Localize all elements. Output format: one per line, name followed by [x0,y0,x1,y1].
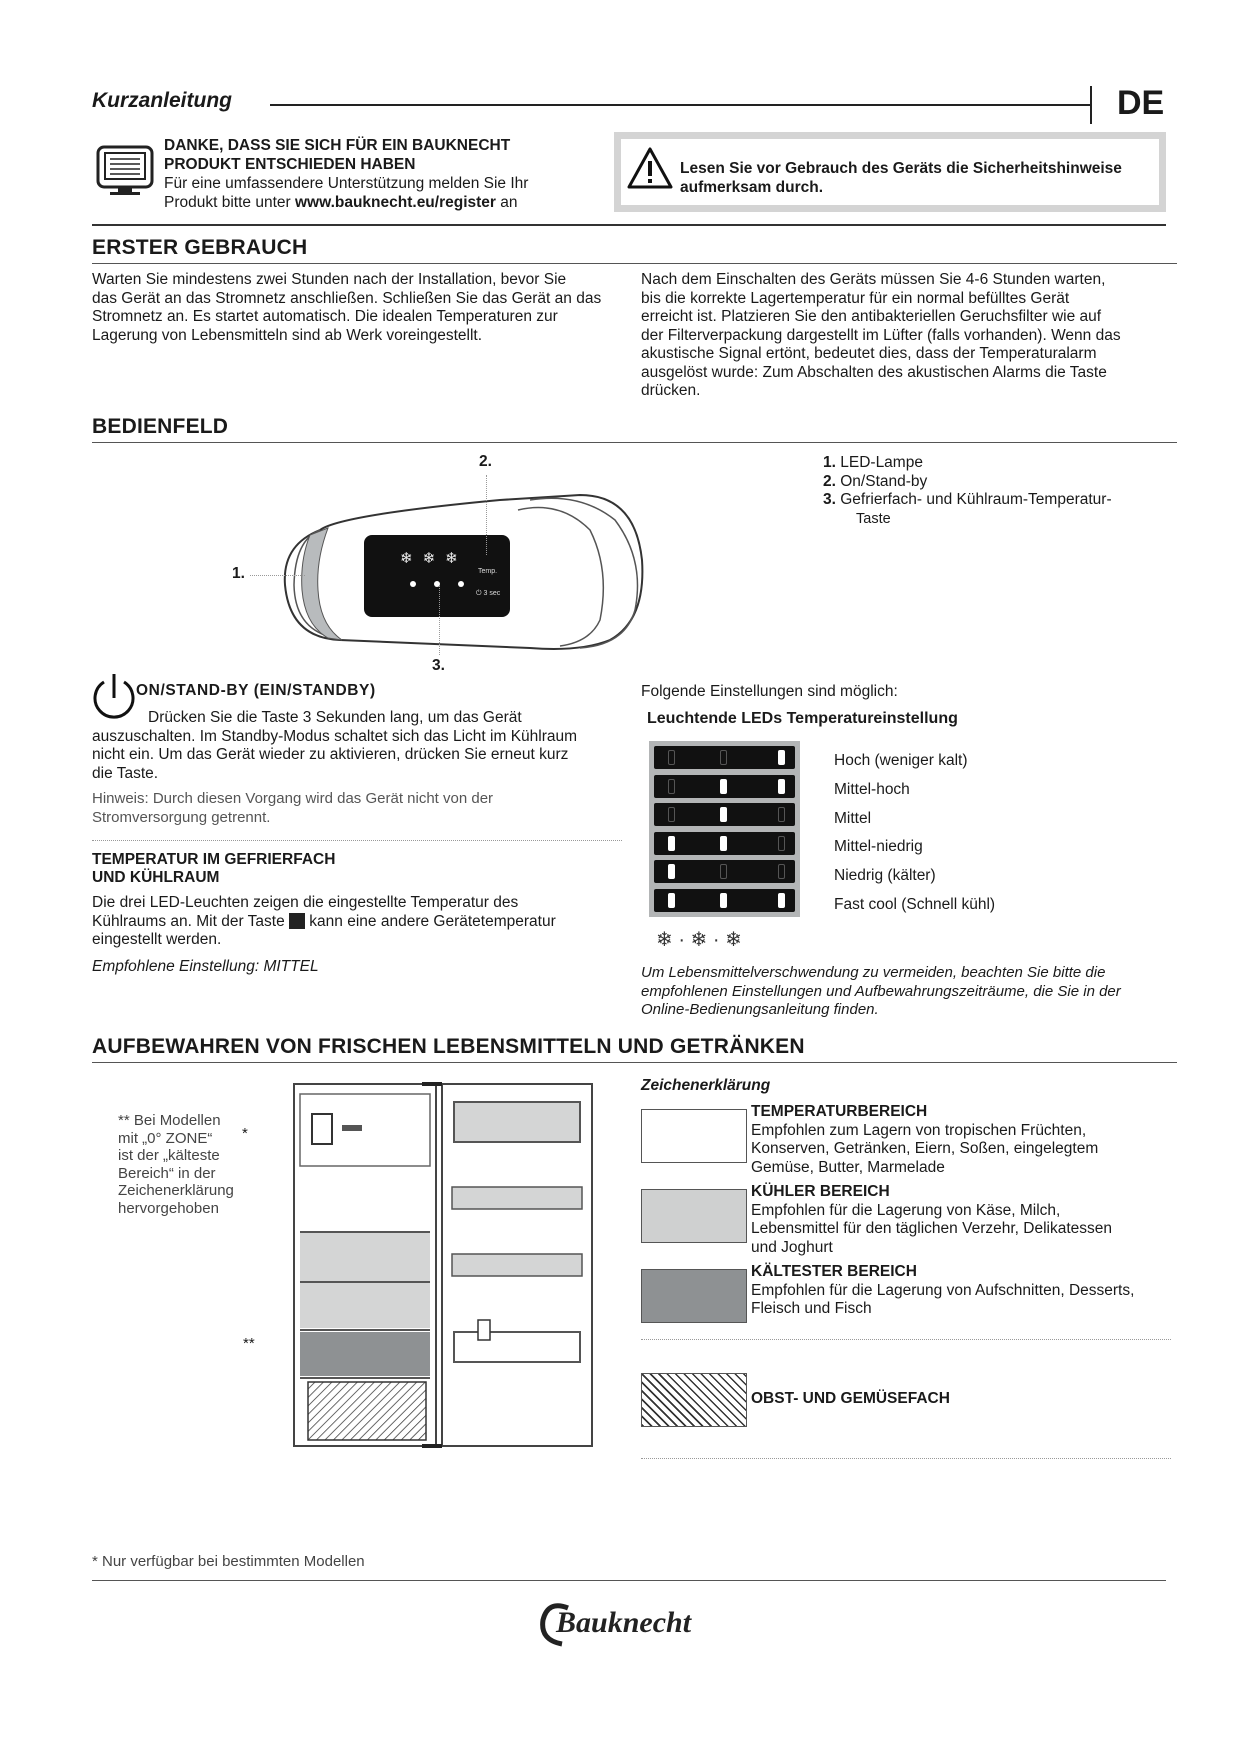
legend-separator [641,1458,1171,1459]
zone-line: Empfohlen für die Lagerung von Aufschnitten, Desserts, [751,1281,1135,1299]
panel-legend [823,454,1112,528]
led-off [778,836,785,851]
panel-legend-item [823,491,1112,510]
temp-button-icon [289,913,305,929]
thanks-line-1: DANKE, DASS SIE SICH FÜR EIN BAUKNECHT [164,137,511,154]
warning-line-1: Lesen Sie vor Gebrauch des Geräts die Sicherheitshinweise [680,160,1122,177]
led-on [668,836,675,851]
led-row [654,889,795,912]
first-use-left-line: Stromnetz an. Es startet automatisch. Die idealen Temperaturen zur [92,308,558,325]
temperature-line: Die drei LED-Leuchten zeigen die eingestellte Temperatur des [92,894,519,911]
thanks-line-4-pre: Produkt bitte unter [164,194,295,211]
first-use-right-line: ausgelöst wurde: Zum Abschalten des akustischen Alarms die Taste [641,363,1107,381]
section-separator [92,840,622,841]
first-use-left-text [92,271,632,345]
safety-warning-box [614,132,1166,212]
header-rule-tick [1090,86,1092,124]
led-off [668,807,675,822]
side-note-line: mit „0° ZONE“ [118,1129,213,1147]
side-note-line: Bereich“ in der [118,1164,216,1182]
coldest-zone-text [751,1263,1134,1319]
temperature-line-post: kann eine andere Gerätetemperatur [305,912,556,930]
led-table [649,741,800,917]
side-note-line: hervorgehoben [118,1199,219,1217]
first-use-right-line: drücken. [641,382,701,399]
control-panel-heading: BEDIENFELD [92,415,229,438]
led-row [654,803,795,826]
onstandby-line: die Taste. [92,764,159,782]
setting-label: Mittel [834,809,872,827]
first-use-left-line: Warten Sie mindestens zwei Stunden nach der Installation, bevor Sie [92,271,567,288]
zone-title: KÜHLER BEREICH [751,1183,890,1200]
temperature-zone-text [751,1103,1098,1177]
led-off [720,864,727,879]
standby-hold-label: 3 sec [483,590,501,597]
temperature-heading [92,851,335,887]
first-use-rule [92,263,1177,264]
led-on [720,807,727,822]
storage-heading: AUFBEWAHREN VON FRISCHEN LEBENSMITTELN UND GETRÄNKEN [92,1035,805,1058]
led-on [668,893,675,908]
panel-legend-item [823,473,1112,492]
led-row [654,832,795,855]
first-use-right-line: akustische Signal ertönt, bedeutet dies, dass der Temperaturalarm [641,345,1097,362]
setting-label: Mittel-niedrig [834,838,923,856]
legend-num: 2. [823,472,836,490]
warning-icon [626,146,674,195]
setting-label: Niedrig (kälter) [834,867,936,885]
double-star-marker: ** [243,1335,255,1352]
led-off [668,779,675,794]
setting-label: Fast cool (Schnell kühl) [834,895,996,913]
side-note-line: ist der „kälteste [118,1147,220,1164]
callout-line-2 [486,475,487,555]
onstandby-line: nicht ein. Um das Gerät wieder zu aktivieren, drücken Sie erneut kurz [92,746,569,763]
callout-2: 2. [479,453,492,470]
footnote: * Nur verfügbar bei bestimmten Modellen [92,1553,365,1570]
register-link[interactable]: www.bauknecht.eu/register [294,194,496,211]
panel-snowflake-icons: ❄❄❄ [400,550,468,567]
zone-line: Konserven, Getränken, Eiern, Soßen, eingelegtem [751,1140,1099,1157]
first-use-right-text [641,271,1181,401]
language-code: DE [1117,84,1165,122]
temperature-line-pre: Kühlraums an. Mit der Taste [92,912,289,930]
monitor-icon [96,145,154,202]
led-row [654,746,795,769]
cool-zone-swatch [641,1189,747,1243]
zone-title: TEMPERATURBEREICH [751,1103,928,1120]
first-use-right-line: der Filterverpackung dargestellt im Lüfter (falls vorhanden). Wenn das [641,326,1121,344]
callout-line-3 [439,585,440,655]
onstandby-heading: ON/STAND-BY (EIN/STANDBY) [136,682,376,699]
onstandby-text [92,709,622,783]
led-on [668,864,675,879]
panel-legend-item [823,454,1112,473]
onstandby-line: Drücken Sie die Taste 3 Sekunden lang, um das Gerät [148,709,522,726]
onstandby-line: auszuschalten. Im Standby-Modus schaltet sich das Licht im Kühlraum [92,727,578,745]
legend-text: LED-Lampe [840,454,923,471]
led-off [668,750,675,765]
side-note-line: ** Bei Modellen [118,1112,221,1129]
settings-note-line: Online-Bedienungsanleitung finden. [641,1001,879,1018]
onstandby-note [92,790,493,827]
panel-legend-cont: Taste [856,510,891,527]
temperature-heading-line-2: UND KÜHLRAUM [92,869,220,886]
bauknecht-logo [538,1600,724,1650]
zone-line: Lebensmittel für den täglichen Verzehr, Delikatessen [751,1220,1113,1237]
settings-intro: Folgende Einstellungen sind möglich: [641,683,898,700]
led-on [720,836,727,851]
temperature-heading-line-1: TEMPERATUR IM GEFRIERFACH [92,851,336,868]
zone-legend [641,1103,1171,1463]
warning-line-2: aufmerksam durch. [680,179,823,196]
led-off [720,750,727,765]
setting-label: Mittel-hoch [834,780,910,798]
temperature-zone-swatch [641,1109,747,1163]
first-use-left-line: Lagerung von Lebensmitteln sind ab Werk voreingestellt. [92,326,483,344]
star-marker: * [242,1125,248,1142]
settings-note-line: empfohlenen Einstellungen und Aufbewahrungszeiträume, die Sie in der [641,982,1121,1000]
zone-line: und Joghurt [751,1238,833,1256]
first-use-right-line: erreicht ist. Platzieren Sie den antibakteriellen Geruchsfilter wie auf [641,308,1102,325]
led-off [778,807,785,822]
temperature-line [92,913,622,932]
zone-line: Empfohlen für die Lagerung von Käse, Milch, [751,1201,1061,1219]
zone-line: Fleisch und Fisch [751,1300,872,1317]
first-use-right-line: bis die korrekte Lagertemperatur für ein normal befülltes Gerät [641,289,1070,307]
settings-header: Leuchtende LEDs Temperatureinstellung [647,710,958,727]
snowflake-scale-icons: ❄ · ❄ · ❄ [656,929,742,951]
fridge-illustration [292,1082,602,1457]
brand-wordmark: Bauknecht [556,1606,692,1639]
led-on [778,779,785,794]
callout-3: 3. [432,657,445,674]
recommended-setting: Empfohlene Einstellung: MITTEL [92,958,319,975]
cool-zone-text [751,1183,1112,1257]
onstandby-note-line: Stromversorgung getrennt. [92,808,271,826]
led-on [778,750,785,765]
header-divider [92,224,1166,226]
led-on [720,893,727,908]
settings-note-line: Um Lebensmittelverschwendung zu vermeiden, beachten Sie bitte die [641,964,1106,981]
zone-title: KÄLTESTER BEREICH [751,1263,917,1280]
legend-text: On/Stand-by [840,472,928,490]
temp-button-label[interactable]: Temp. [478,568,498,575]
legend-num: 1. [823,454,836,471]
thanks-line-3: Für eine umfassendere Unterstützung melden Sie Ihr [164,175,529,192]
veg-drawer-swatch [641,1373,747,1427]
led-off [778,864,785,879]
control-panel-rule [92,442,1177,443]
legend-separator [641,1339,1171,1340]
zone-line: Gemüse, Butter, Marmelade [751,1158,945,1176]
footer-rule [92,1580,1166,1581]
first-use-heading: ERSTER GEBRAUCH [92,236,308,259]
first-use-left-line: das Gerät an das Stromnetz anschließen. Schließen Sie das Gerät an das [92,289,602,307]
model-side-note [118,1112,234,1217]
side-note-line: Zeichenerklärung [118,1182,234,1199]
legend-num: 3. [823,491,836,508]
callout-line-1 [250,575,305,576]
setting-labels [834,747,995,920]
settings-note [641,964,1121,1020]
led-on [720,779,727,794]
legend-title: Zeichenerklärung [641,1077,771,1094]
page-title: Kurzanleitung [92,89,232,112]
zone-line: Empfohlen zum Lagern von tropischen Früchten, [751,1121,1087,1139]
coldest-zone-swatch [641,1269,747,1323]
led-row [654,775,795,798]
setting-label: Hoch (weniger kalt) [834,752,968,769]
thanks-block [164,136,528,212]
thanks-line-2: PRODUKT ENTSCHIEDEN HABEN [164,156,416,173]
thanks-line-4-post: an [495,194,518,211]
callout-1: 1. [232,565,245,582]
led-rows [654,746,795,912]
led-row [654,860,795,883]
led-on [778,893,785,908]
temperature-line: eingestellt werden. [92,931,222,948]
veg-drawer-label: OBST- UND GEMÜSEFACH [751,1390,950,1407]
onstandby-note-line: Hinweis: Durch diesen Vorgang wird das Gerät nicht von der [92,790,494,807]
storage-rule [92,1062,1177,1063]
standby-button-label[interactable]: ⏻ 3 sec [476,590,501,597]
temperature-text [92,894,622,950]
header-rule [270,104,1090,106]
thanks-line-4 [164,193,528,212]
first-use-right-line: Nach dem Einschalten des Geräts müssen Sie 4-6 Stunden warten, [641,271,1106,288]
legend-text: Gefrierfach- und Kühlraum-Temperatur- [840,491,1112,508]
